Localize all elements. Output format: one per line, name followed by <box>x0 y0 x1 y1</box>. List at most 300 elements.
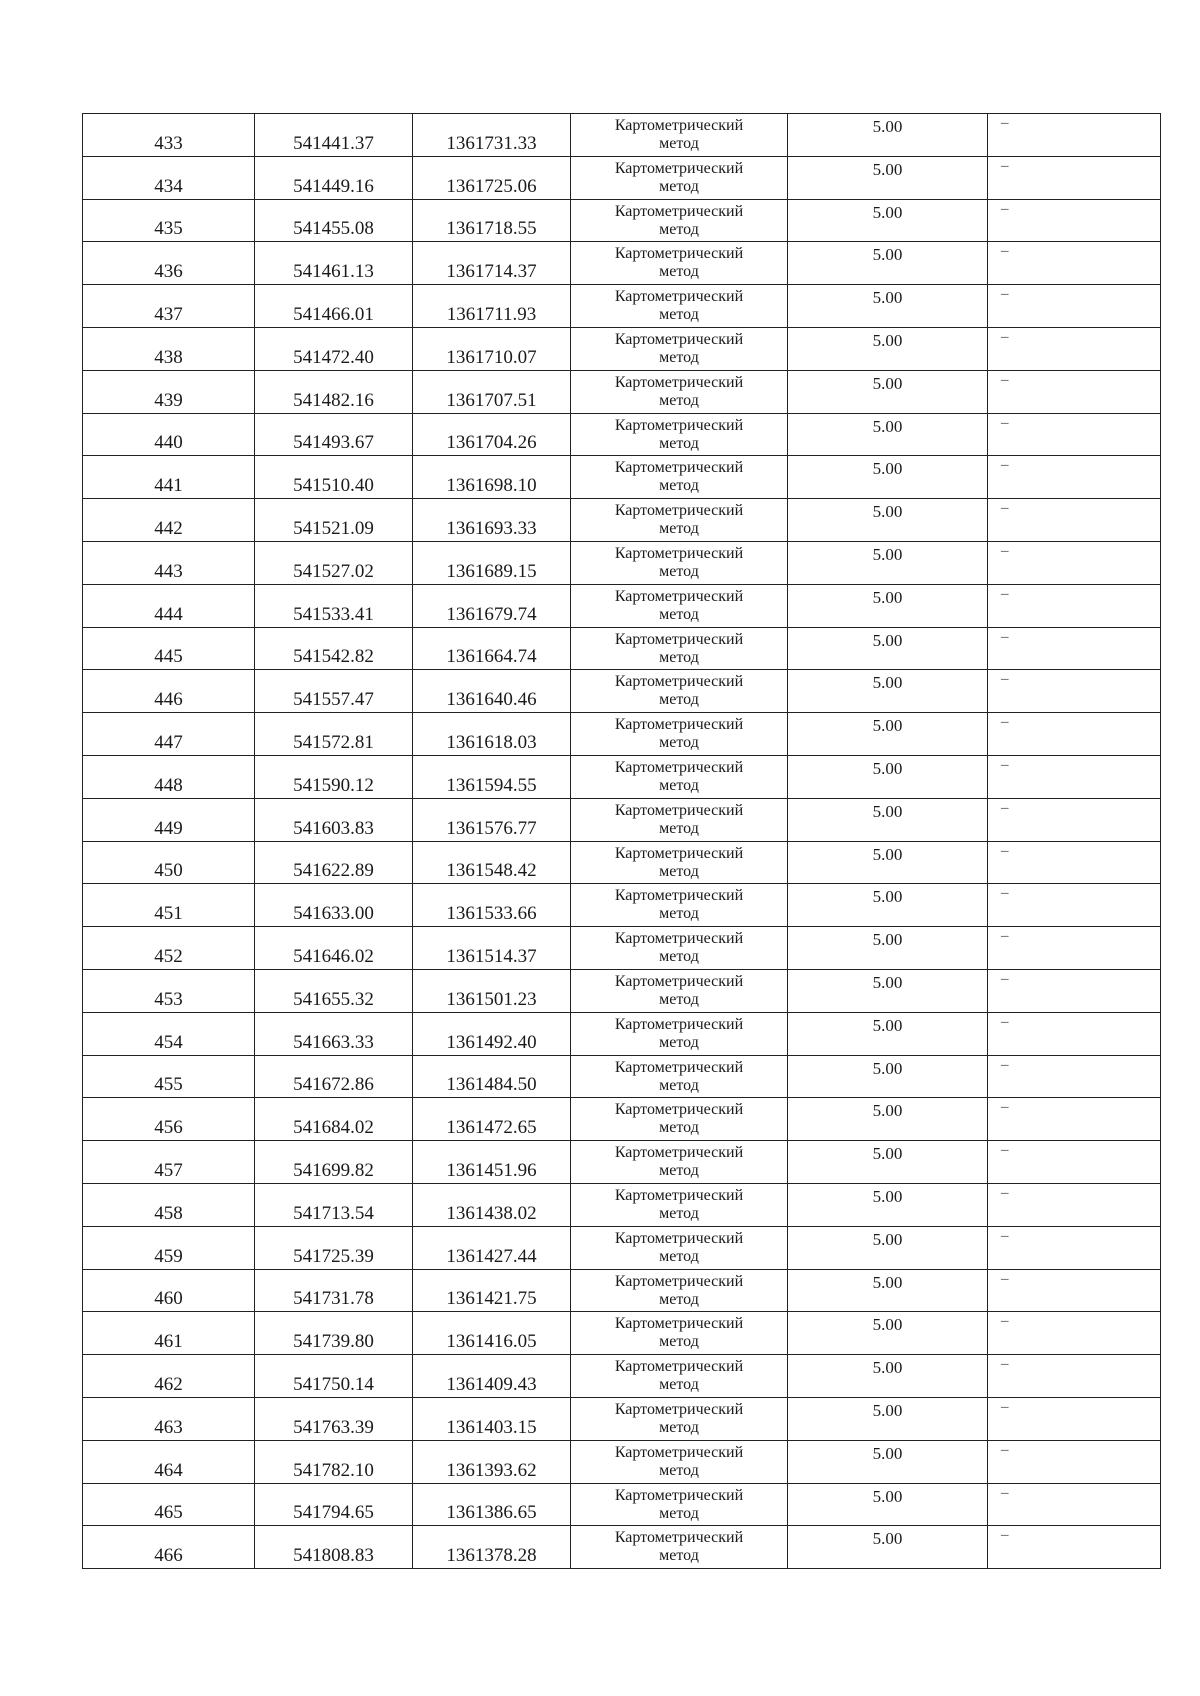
method-cell <box>571 1226 788 1269</box>
point-number: 436 <box>154 261 183 283</box>
description-dash: – <box>1001 1099 1009 1116</box>
point-number: 461 <box>154 1331 183 1353</box>
method <box>571 459 787 495</box>
coordinate-x: 541750.14 <box>293 1373 374 1395</box>
coordinate-y: 1361640.46 <box>446 689 537 711</box>
coordinate-x-cell <box>255 413 413 456</box>
coordinate-x-cell <box>255 1355 413 1398</box>
method-cell <box>571 713 788 756</box>
method-line-2: метод <box>659 1247 699 1265</box>
method-cell <box>571 370 788 413</box>
method <box>571 973 787 1009</box>
coordinate-x-cell <box>255 755 413 798</box>
coordinate-y: 1361427.44 <box>446 1245 537 1267</box>
accuracy-cell <box>788 413 988 456</box>
description-dash: – <box>1001 799 1009 816</box>
coordinate-y: 1361704.26 <box>446 432 537 454</box>
description-dash-cell <box>988 1312 1161 1355</box>
table-row <box>83 670 1161 713</box>
accuracy: 5.00 <box>872 587 903 607</box>
method-line-2: метод <box>659 734 699 752</box>
coordinate-y-cell <box>413 1397 571 1440</box>
method-line-2: метод <box>659 135 699 152</box>
description-dash-cell <box>988 755 1161 798</box>
method <box>571 545 787 581</box>
method-line-2: метод <box>659 1376 699 1394</box>
coordinate-x-cell <box>255 1526 413 1569</box>
method <box>571 759 787 795</box>
method-line-2: метод <box>659 905 699 923</box>
accuracy-cell <box>788 156 988 199</box>
description-dash-cell <box>988 1440 1161 1483</box>
description-dash-cell <box>988 798 1161 841</box>
coordinate-x: 541533.41 <box>293 603 374 625</box>
coordinate-y-cell <box>413 1012 571 1055</box>
accuracy: 5.00 <box>872 630 903 650</box>
coordinate-x: 541725.39 <box>293 1245 374 1267</box>
coordinate-x-cell <box>255 242 413 285</box>
point-number-cell <box>83 499 255 542</box>
table-row <box>83 1183 1161 1226</box>
method-cell <box>571 541 788 584</box>
method-cell <box>571 1012 788 1055</box>
method-line-2: метод <box>659 562 699 580</box>
table-row <box>83 199 1161 242</box>
coordinate-x: 541763.39 <box>293 1416 374 1438</box>
method-cell <box>571 456 788 499</box>
description-dash: – <box>1001 1013 1009 1030</box>
method-line-2: метод <box>659 1418 699 1436</box>
method-line-1: Картометрический <box>614 330 744 348</box>
method-cell <box>571 627 788 670</box>
table-row <box>83 713 1161 756</box>
point-number-cell <box>83 1226 255 1269</box>
method-line-2: метод <box>659 990 699 1008</box>
point-number-cell <box>83 884 255 927</box>
method <box>571 1101 787 1137</box>
method-line-1: Картометрический <box>614 801 744 819</box>
coordinate-x-cell <box>255 285 413 328</box>
coordinate-x: 541633.00 <box>293 903 374 925</box>
method-line-1: Картометрический <box>614 930 744 948</box>
method-cell <box>571 1355 788 1398</box>
method <box>571 673 787 709</box>
method-cell <box>571 327 788 370</box>
accuracy-cell <box>788 1312 988 1355</box>
coordinate-y-cell <box>413 456 571 499</box>
description-dash: – <box>1001 671 1009 688</box>
method-line-2: метод <box>659 948 699 966</box>
coordinate-x-cell <box>255 927 413 970</box>
accuracy-cell <box>788 1269 988 1312</box>
coordinate-x: 541713.54 <box>293 1202 374 1224</box>
method-line-1: Картометрический <box>614 716 744 734</box>
coordinate-y-cell <box>413 327 571 370</box>
description-dash-cell <box>988 627 1161 670</box>
accuracy: 5.00 <box>872 202 903 222</box>
description-dash: – <box>1001 371 1009 388</box>
accuracy: 5.00 <box>872 887 903 907</box>
method-line-1: Картометрический <box>614 1400 744 1418</box>
coordinate-y: 1361393.62 <box>446 1459 537 1481</box>
coordinate-y-cell <box>413 285 571 328</box>
description-dash-cell <box>988 1526 1161 1569</box>
method-line-1: Картометрический <box>614 1358 744 1376</box>
table-row <box>83 1312 1161 1355</box>
method <box>571 1529 787 1565</box>
point-number-cell <box>83 1098 255 1141</box>
coordinate-x-cell <box>255 370 413 413</box>
table-row <box>83 884 1161 927</box>
accuracy-cell <box>788 1055 988 1098</box>
coordinate-y: 1361438.02 <box>446 1202 537 1224</box>
coordinate-x: 541622.89 <box>293 860 374 882</box>
table-row <box>83 1269 1161 1312</box>
method <box>571 288 787 324</box>
description-dash-cell <box>988 541 1161 584</box>
accuracy: 5.00 <box>872 1400 903 1420</box>
method-cell <box>571 969 788 1012</box>
description-dash-cell <box>988 242 1161 285</box>
coordinate-x: 541455.08 <box>293 218 374 240</box>
method-line-1: Картометрический <box>614 587 744 605</box>
point-number-cell <box>83 1355 255 1398</box>
description-dash-cell <box>988 370 1161 413</box>
accuracy-cell <box>788 1397 988 1440</box>
table-row <box>83 541 1161 584</box>
accuracy-cell <box>788 1226 988 1269</box>
coordinate-y: 1361501.23 <box>446 988 537 1010</box>
coordinate-y-cell <box>413 1226 571 1269</box>
point-number-cell <box>83 841 255 884</box>
description-dash-cell <box>988 927 1161 970</box>
coordinate-x-cell <box>255 499 413 542</box>
description-dash: – <box>1001 1356 1009 1373</box>
description-dash: – <box>1001 1527 1009 1544</box>
description-dash-cell <box>988 1183 1161 1226</box>
method <box>571 631 787 667</box>
point-number: 447 <box>154 731 183 753</box>
point-number-cell <box>83 969 255 1012</box>
coordinate-y: 1361711.93 <box>446 303 537 325</box>
point-number: 449 <box>154 817 183 839</box>
method <box>571 331 787 367</box>
method-cell <box>571 242 788 285</box>
point-number: 457 <box>154 1159 183 1181</box>
method-line-1: Картометрический <box>614 758 744 776</box>
coordinate-x: 541655.32 <box>293 988 374 1010</box>
method-cell <box>571 1440 788 1483</box>
point-number: 437 <box>154 303 183 325</box>
point-number: 445 <box>154 646 183 668</box>
accuracy: 5.00 <box>872 544 903 564</box>
point-number: 454 <box>154 1031 183 1053</box>
method-cell <box>571 413 788 456</box>
method <box>571 1187 787 1223</box>
accuracy: 5.00 <box>872 416 903 436</box>
method-line-2: метод <box>659 348 699 366</box>
table-row <box>83 927 1161 970</box>
coordinate-y: 1361386.65 <box>446 1502 537 1524</box>
method-line-1: Картометрический <box>614 544 744 562</box>
accuracy: 5.00 <box>872 1186 903 1206</box>
coordinate-x-cell <box>255 1226 413 1269</box>
description-dash-cell <box>988 969 1161 1012</box>
point-number: 451 <box>154 903 183 925</box>
accuracy: 5.00 <box>872 930 903 950</box>
method <box>571 203 787 239</box>
table-row <box>83 1098 1161 1141</box>
description-dash: – <box>1001 414 1009 431</box>
coordinate-x: 541493.67 <box>293 432 374 454</box>
point-number: 439 <box>154 389 183 411</box>
accuracy: 5.00 <box>872 502 903 522</box>
method-line-1: Картометрический <box>614 673 744 691</box>
point-number: 460 <box>154 1288 183 1310</box>
coordinate-x-cell <box>255 969 413 1012</box>
description-dash: – <box>1001 286 1009 303</box>
method-line-1: Картометрический <box>614 459 744 477</box>
coordinate-x-cell <box>255 584 413 627</box>
description-dash: – <box>1001 1184 1009 1201</box>
coordinate-x: 541472.40 <box>293 346 374 368</box>
method-line-1: Картометрический <box>614 288 744 306</box>
point-number-cell <box>83 1312 255 1355</box>
coordinate-y: 1361472.65 <box>446 1117 537 1139</box>
coordinate-y-cell <box>413 156 571 199</box>
method-line-1: Картометрический <box>614 1058 744 1076</box>
coordinate-x-cell <box>255 1312 413 1355</box>
method-cell <box>571 499 788 542</box>
method-cell <box>571 1183 788 1226</box>
point-number: 446 <box>154 689 183 711</box>
description-dash: – <box>1001 1398 1009 1415</box>
method <box>571 245 787 281</box>
method-line-1: Картометрический <box>614 159 744 177</box>
coordinate-y: 1361594.55 <box>446 774 537 796</box>
coordinate-y-cell <box>413 713 571 756</box>
description-dash: – <box>1001 457 1009 474</box>
point-number-cell <box>83 927 255 970</box>
point-number-cell <box>83 627 255 670</box>
method-line-2: метод <box>659 263 699 281</box>
coordinate-y-cell <box>413 755 571 798</box>
point-number: 452 <box>154 945 183 967</box>
point-number-cell <box>83 1269 255 1312</box>
method <box>571 502 787 538</box>
point-number: 448 <box>154 774 183 796</box>
coordinate-x-cell <box>255 1055 413 1098</box>
method-line-1: Картометрический <box>614 887 744 905</box>
point-number: 464 <box>154 1459 183 1481</box>
method <box>571 588 787 624</box>
coordinate-x-cell <box>255 1440 413 1483</box>
table-row <box>83 1141 1161 1184</box>
accuracy-cell <box>788 114 988 157</box>
method-cell <box>571 755 788 798</box>
description-dash-cell <box>988 327 1161 370</box>
point-number: 462 <box>154 1373 183 1395</box>
accuracy: 5.00 <box>872 117 903 136</box>
coordinate-y: 1361548.42 <box>446 860 537 882</box>
description-dash-cell <box>988 1483 1161 1526</box>
coordinate-x: 541482.16 <box>293 389 374 411</box>
method-cell <box>571 156 788 199</box>
coordinate-x: 541731.78 <box>293 1288 374 1310</box>
table-row <box>83 798 1161 841</box>
point-number-cell <box>83 1526 255 1569</box>
point-number: 455 <box>154 1074 183 1096</box>
coordinate-y-cell <box>413 242 571 285</box>
accuracy: 5.00 <box>872 373 903 393</box>
coordinate-x-cell <box>255 1098 413 1141</box>
accuracy: 5.00 <box>872 1443 903 1463</box>
method-line-2: метод <box>659 691 699 709</box>
coordinate-y: 1361679.74 <box>446 603 537 625</box>
method <box>571 117 787 153</box>
description-dash-cell <box>988 199 1161 242</box>
point-number: 435 <box>154 218 183 240</box>
coordinate-x-cell <box>255 841 413 884</box>
method-cell <box>571 1483 788 1526</box>
accuracy-cell <box>788 670 988 713</box>
coordinate-x: 541449.16 <box>293 175 374 197</box>
description-dash: – <box>1001 1056 1009 1073</box>
table-row <box>83 969 1161 1012</box>
method-line-2: метод <box>659 819 699 837</box>
method-line-2: метод <box>659 1290 699 1308</box>
accuracy-cell <box>788 584 988 627</box>
point-number: 440 <box>154 432 183 454</box>
point-number-cell <box>83 798 255 841</box>
coordinate-y-cell <box>413 927 571 970</box>
accuracy: 5.00 <box>872 716 903 736</box>
method <box>571 417 787 453</box>
coordinate-y: 1361731.33 <box>446 132 537 154</box>
accuracy: 5.00 <box>872 801 903 821</box>
point-number-cell <box>83 1055 255 1098</box>
method <box>571 1273 787 1309</box>
coordinate-y-cell <box>413 1355 571 1398</box>
table-row <box>83 499 1161 542</box>
table-row <box>83 1483 1161 1526</box>
accuracy: 5.00 <box>872 245 903 265</box>
method-line-2: метод <box>659 177 699 195</box>
description-dash-cell <box>988 1226 1161 1269</box>
point-number: 465 <box>154 1502 183 1524</box>
coordinate-x: 541672.86 <box>293 1074 374 1096</box>
coordinate-y-cell <box>413 1526 571 1569</box>
accuracy: 5.00 <box>872 1315 903 1335</box>
accuracy: 5.00 <box>872 1529 903 1549</box>
coordinate-y-cell <box>413 541 571 584</box>
coordinate-y-cell <box>413 1141 571 1184</box>
point-number: 442 <box>154 517 183 539</box>
coordinate-x-cell <box>255 156 413 199</box>
coordinate-y: 1361576.77 <box>446 817 537 839</box>
table-row <box>83 755 1161 798</box>
accuracy: 5.00 <box>872 1486 903 1506</box>
description-dash: – <box>1001 842 1009 859</box>
description-dash: – <box>1001 157 1009 174</box>
table-row <box>83 114 1161 157</box>
point-number-cell <box>83 541 255 584</box>
coordinate-y: 1361718.55 <box>446 218 537 240</box>
coordinate-y: 1361710.07 <box>446 346 537 368</box>
point-number-cell <box>83 1397 255 1440</box>
method-line-2: метод <box>659 1204 699 1222</box>
coordinate-y: 1361492.40 <box>446 1031 537 1053</box>
method-cell <box>571 927 788 970</box>
coordinate-y-cell <box>413 1312 571 1355</box>
method-line-1: Картометрический <box>614 245 744 263</box>
method-line-2: метод <box>659 648 699 666</box>
coordinate-x: 541663.33 <box>293 1031 374 1053</box>
point-number: 466 <box>154 1545 183 1567</box>
accuracy-cell <box>788 927 988 970</box>
method-line-1: Картометрический <box>614 972 744 990</box>
table-body <box>83 114 1161 1569</box>
method-line-2: метод <box>659 1333 699 1351</box>
table-row <box>83 627 1161 670</box>
accuracy-cell <box>788 327 988 370</box>
table-row <box>83 327 1161 370</box>
method-line-1: Картометрический <box>614 1443 744 1461</box>
point-number-cell <box>83 670 255 713</box>
description-dash: – <box>1001 756 1009 773</box>
method-line-2: метод <box>659 862 699 880</box>
description-dash: – <box>1001 1484 1009 1501</box>
method-cell <box>571 1098 788 1141</box>
point-number: 459 <box>154 1245 183 1267</box>
method-line-1: Картометрический <box>614 1101 744 1119</box>
description-dash: – <box>1001 1313 1009 1330</box>
accuracy: 5.00 <box>872 1058 903 1078</box>
method-line-2: метод <box>659 1033 699 1051</box>
accuracy: 5.00 <box>872 673 903 693</box>
table-row <box>83 1440 1161 1483</box>
coordinate-y-cell <box>413 1098 571 1141</box>
point-number-cell <box>83 456 255 499</box>
method-line-2: метод <box>659 220 699 238</box>
description-dash: – <box>1001 928 1009 945</box>
accuracy-cell <box>788 713 988 756</box>
accuracy: 5.00 <box>872 459 903 479</box>
table-row <box>83 242 1161 285</box>
coordinate-y-cell <box>413 114 571 157</box>
description-dash: – <box>1001 585 1009 602</box>
description-dash-cell <box>988 1055 1161 1098</box>
point-number: 441 <box>154 475 183 497</box>
table-row <box>83 584 1161 627</box>
coordinate-y: 1361416.05 <box>446 1331 537 1353</box>
point-number-cell <box>83 199 255 242</box>
method-line-2: метод <box>659 477 699 495</box>
method-line-1: Картометрический <box>614 416 744 434</box>
method-line-2: метод <box>659 605 699 623</box>
coordinate-y: 1361378.28 <box>446 1545 537 1567</box>
coordinate-y-cell <box>413 969 571 1012</box>
coordinate-x: 541699.82 <box>293 1159 374 1181</box>
description-dash: – <box>1001 1142 1009 1159</box>
point-number: 438 <box>154 346 183 368</box>
description-dash-cell <box>988 413 1161 456</box>
description-dash-cell <box>988 1397 1161 1440</box>
method-line-1: Картометрический <box>614 1315 744 1333</box>
accuracy-cell <box>788 627 988 670</box>
coordinate-x-cell <box>255 1483 413 1526</box>
method-line-1: Картометрический <box>614 1486 744 1504</box>
